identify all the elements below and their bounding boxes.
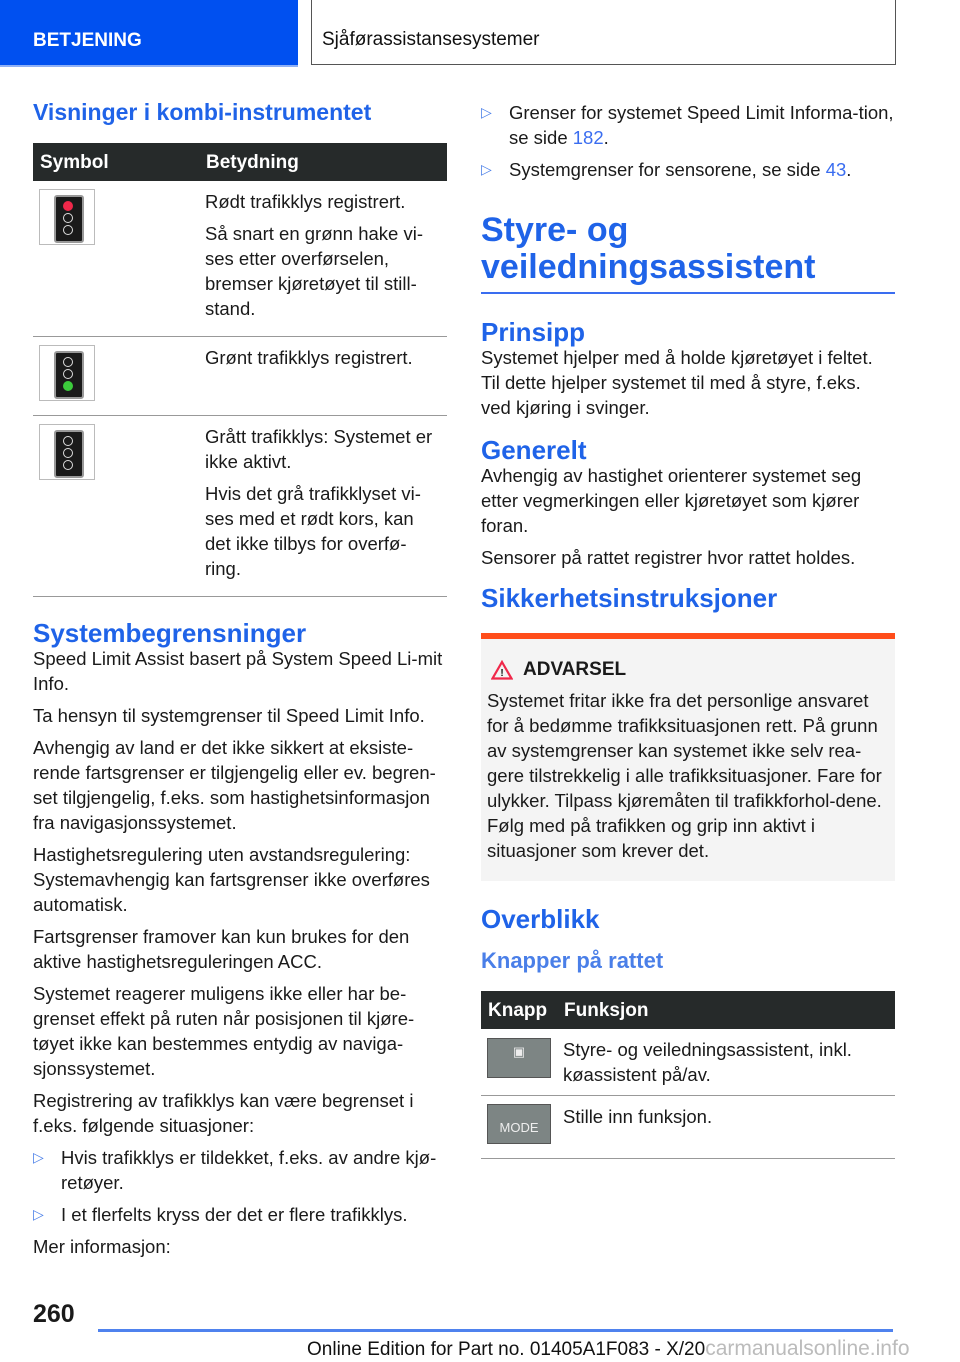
overview-title: Overblikk — [481, 904, 600, 934]
bullet-icon: ▷ — [481, 104, 492, 120]
mode-button-icon: MODE — [487, 1104, 551, 1144]
buttons-table: Knapp Funksjon ▣ Styre- og veiledningsassistent, inkl. køassistent på/av. MODE Stille inn funksjon. — [481, 991, 895, 1159]
green-traffic-light-icon — [39, 345, 95, 401]
table-row: Rødt trafikklys registrert. Så snart en grønn hake vi-ses etter overførselen, bremser kjøretøyet til still-stand. — [33, 181, 447, 337]
col-meaning: Betydning — [199, 143, 447, 181]
chapter-label: Sjåførassistansesystemer — [322, 29, 540, 50]
steering-assist-button-icon: ▣ — [487, 1038, 551, 1078]
table-row: Grønt trafikklys registrert. — [33, 337, 447, 416]
list-item: ▷ I et flerfelts kryss der det er flere trafikklys. — [33, 1204, 408, 1225]
table-row: MODE Stille inn funksjon. — [481, 1096, 895, 1159]
bullet-icon: ▷ — [481, 161, 492, 177]
chapter-tab — [311, 0, 896, 65]
footer-edition: Online Edition for Part no. 01405A1F083 - X/20carmanualsonline.info — [307, 1337, 910, 1360]
warning-box: ! ADVARSEL Systemet fritar ikke fra det personlige ansvaret for å bedømme trafikksituasjonen rett. På grunn av systemgrenser kan systemet ikke selv rea-gere tilstrekkelig i alle trafikksituasjoner. Fare for ulykker. Tilpass kjøremåten til trafikkforhol-dene. Følg med på trafikken og grip inn aktivt i situasjoner som krever det. — [481, 633, 895, 881]
display-title: Visninger i kombi-instrumentet — [33, 99, 372, 125]
page-link[interactable]: 43 — [825, 159, 847, 180]
right-column: ▷ Grenser for systemet Speed Limit Informa-tion, se side 182. ▷ Systemgrenser for sensorene, se side 43. Styre- og veiledningsassistent Prinsipp Systemet hjelper med å holde kjøretøyet i feltet. Til dette hjelper systemet til med å styre, f.eks. ved kjøring i svinger. Generelt Avhengig av hastighet orienterer systemet seg etter vegmerkingen eller kjøretøyet som kjører foran. Sensorer på rattet registrer hvor rattet holdes. Sikkerhetsinstruksjoner ! ADVARSEL Systemet fritar ikke fra det personlige ansvaret for å bedømme trafikksituasjonen rett. På grunn av systemgrenser kan systemet ikke selv rea-gere tilstrekkelig i alle trafikksituasjoner. Fare for ulykker. Tilpass kjøremåten til trafikkforhol-dene. Følg med på trafikken og grip inn aktivt i situasjoner som krever det. Overblikk Knapper på rattet Knapp Funksjon ▣ Styre- og veiledningsassistent, inkl. køassistent på/av. MODE Stille inn funksjon. — [481, 100, 895, 1159]
page-link[interactable]: 182 — [572, 127, 604, 148]
svg-text:!: ! — [500, 667, 504, 679]
limits-title: Systembegrensninger — [33, 618, 307, 648]
footer-rule — [98, 1329, 893, 1332]
list-item: ▷ Hvis trafikklys er tildekket, f.eks. av andre kjø-retøyer. — [33, 1147, 437, 1193]
principle-title: Prinsipp — [481, 317, 586, 347]
section-tab — [0, 0, 298, 67]
warning-triangle-icon — [491, 660, 513, 680]
page-number: 260 — [33, 1300, 75, 1328]
section-label: BETJENING — [33, 30, 142, 51]
table-row: ▣ Styre- og veiledningsassistent, inkl. køassistent på/av. — [481, 1029, 895, 1096]
chapter-title: Styre- og veiledningsassistent — [481, 212, 895, 294]
safety-title: Sikkerhetsinstruksjoner — [481, 583, 778, 613]
buttons-title: Knapper på rattet — [481, 948, 664, 973]
gray-traffic-light-icon — [39, 424, 95, 480]
bullet-icon: ▷ — [33, 1149, 44, 1165]
red-traffic-light-icon — [39, 189, 95, 245]
symbol-table — [33, 143, 447, 597]
general-title: Generelt — [481, 435, 587, 465]
table-row: Grått trafikklys: Systemet er ikke aktivt. Hvis det grå trafikklyset vi-ses med et rødt kors, kan det ikke tilbys for overfø-ring. — [33, 416, 447, 597]
bullet-icon: ▷ — [33, 1206, 44, 1222]
watermark: carmanualsonline.info — [705, 1337, 910, 1360]
list-item: ▷ Grenser for systemet Speed Limit Informa-tion, se side 182. — [481, 102, 894, 148]
col-symbol: Symbol — [33, 143, 199, 181]
left-column: Visninger i kombi-instrumentet Symbol Betydning Rødt trafikklys registrert. Så snart en grønn hake vi-ses etter overførselen, bremser kjøretøyet til still-stand. Grønt trafikklys registrert. Grått trafikklys: Systemet er ikke aktivt. Hvis det grå trafikklyset vi-ses med et rødt kors, kan det ikke tilbys for overfø-ring. Systembegrensninger Speed Limit Assist basert på System Speed Li-mit Info. Ta hensyn til systemgrenser til Speed Limit Info. Avhengig av land er det ikke sikkert at eksiste-rende fartsgrenser er tilgjengelig eller ev. begren-set tilgjengelig, f.eks. som hastighetsinformasjon fra navigasjonssystemet. Hastighetsregulering uten avstandsregulering: Systemavhengig kan fartsgrenser ikke overføres automatisk. Fartsgrenser framover kan kun brukes for den aktive hastighetsreguleringen ACC. Systemet reagerer muligens ikke eller har be-grenset effekt på ruten når posisjonen til kjøre-tøyet ikke kan bestemmes entydig av naviga-sjonssystemet. Registrering av trafikklys kan være begrenset i f.eks. følgende situasjoner: ▷ Hvis trafikklys er tildekket, f.eks. av andre kjø-retøyer. ▷ I et flerfelts kryss der det er flere trafikklys. Mer informasjon: — [33, 100, 447, 1266]
list-item: ▷ Systemgrenser for sensorene, se side 43. — [481, 159, 852, 180]
